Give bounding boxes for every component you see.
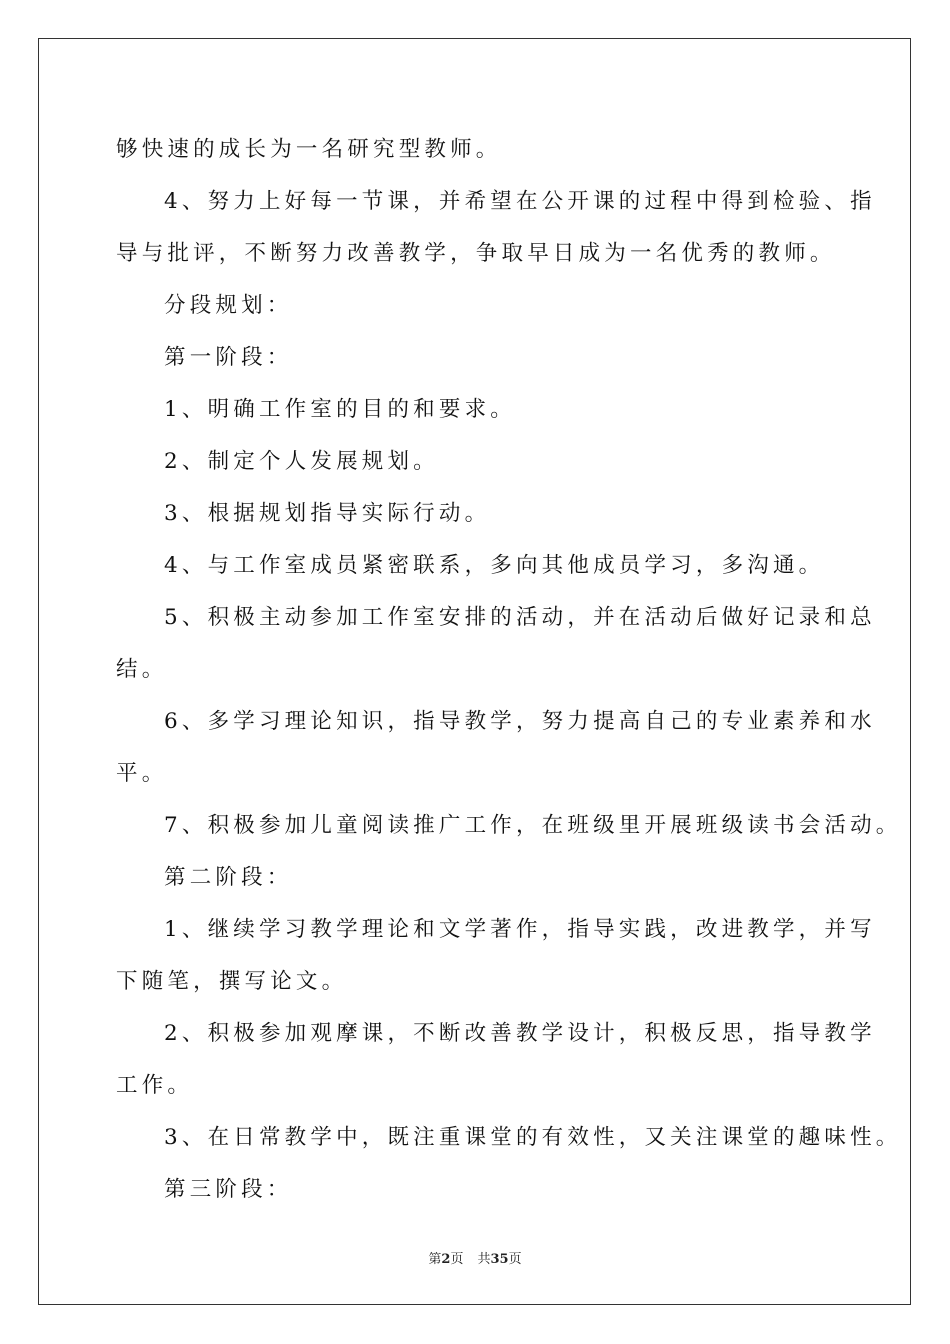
text-line: 结。 — [116, 657, 168, 682]
text-line: 3、在日常教学中，既注重课堂的有效性，又关注课堂的趣味性。 — [164, 1125, 902, 1150]
text-line: 6、多学习理论知识，指导教学，努力提高自己的专业素养和水 — [164, 709, 876, 734]
text-line: 平。 — [116, 761, 168, 786]
stage-heading: 第三阶段： — [164, 1177, 293, 1202]
text-line: 工作。 — [116, 1073, 194, 1098]
text-line: 2、积极参加观摩课，不断改善教学设计，积极反思，指导教学 — [164, 1021, 876, 1046]
text-line: 下随笔，撰写论文。 — [116, 969, 348, 994]
total-suffix: 页 — [508, 1252, 522, 1267]
total-pages: 35 — [490, 1252, 509, 1267]
text-line: 4、与工作室成员紧密联系，多向其他成员学习，多沟通。 — [164, 553, 825, 578]
stage-heading: 第一阶段： — [164, 345, 293, 370]
stage-heading: 第二阶段： — [164, 865, 293, 890]
section-heading: 分段规划： — [164, 293, 293, 318]
document-body — [116, 124, 902, 1216]
page-suffix: 页 — [450, 1252, 464, 1267]
page-prefix: 第 — [428, 1252, 442, 1267]
page-footer — [0, 1248, 950, 1267]
page-number: 2 — [441, 1252, 451, 1267]
text-line: 1、明确工作室的目的和要求。 — [164, 397, 516, 422]
total-prefix: 共 — [477, 1252, 491, 1267]
text-line: 1、继续学习教学理论和文学著作，指导实践，改进教学，并写 — [164, 917, 876, 942]
text-line: 3、根据规划指导实际行动。 — [164, 501, 491, 526]
text-line: 7、积极参加儿童阅读推广工作，在班级里开展班级读书会活动。 — [164, 813, 902, 838]
text-line: 2、制定个人发展规划。 — [164, 449, 439, 474]
text-line: 4、努力上好每一节课，并希望在公开课的过程中得到检验、指 — [164, 189, 876, 214]
text-line: 够快速的成长为一名研究型教师。 — [116, 137, 502, 162]
text-line: 导与批评，不断努力改善教学，争取早日成为一名优秀的教师。 — [116, 241, 836, 266]
text-line: 5、积极主动参加工作室安排的活动，并在活动后做好记录和总 — [164, 605, 876, 630]
